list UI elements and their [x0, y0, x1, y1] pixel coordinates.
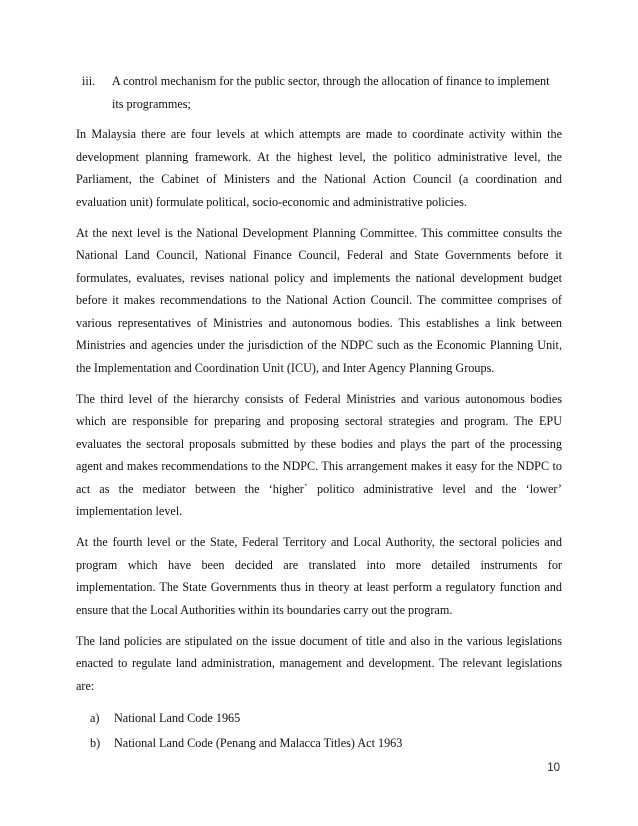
paragraph-third-level: The third level of the hierarchy consists of Federal Ministries and various autonomous bodies which are responsible for preparing and proposing sectoral strategies and program. The EPU evaluates the sectoral proposals submitted by these bodies and plays the part of the processing agent and makes recommendations to the NDPC. This arrangement makes it easy for the NDPC to act as the mediator between the ‘higher` politico administrative level and the ‘lower’ implementation level. — [76, 391, 562, 518]
list-item-iii — [76, 70, 562, 115]
list-item-text: A control mechanism for the public sector, through the allocation of finance to implement its programmes; — [112, 74, 550, 111]
list-item-text: National Land Code 1965 — [114, 710, 241, 725]
list-item-text: National Land Code (Penang and Malacca Titles) Act 1963 — [114, 735, 403, 750]
paragraph-second-level: At the next level is the National Development Planning Committee. This committee consults the National Land Council, National Finance Council, Federal and State Governments before it formulates, evaluates, revises national policy and implements the national development budget before it makes recommendations to the National Action Council. The committee comprises of various representatives of Ministries and autonomous bodies. This establishes a link between Ministries and agencies under the jurisdiction of the NDPC such as the Economic Planning Unit, the Implementation and Coordination Unit (ICU), and Inter Agency Planning Groups. — [76, 225, 562, 375]
paragraph-fourth-level: At the fourth level or the State, Federal Territory and Local Authority, the sectoral policies and program which have been decided are translated into more detailed instruments for implementation. The State Governments thus in theory at least perform a regulatory function and ensure that the Local Authorities within its boundaries carry out the program. — [76, 535, 562, 617]
legislation-list — [76, 706, 562, 756]
paragraph-levels-intro: In Malaysia there are four levels at which attempts are made to coordinate activity within the development planning framework. At the highest level, the politico administrative level, the Parliament, the Cabinet of Ministers and the National Action Council (a coordination and evaluation unit) formulate political, socio-economic and administrative policies. — [76, 127, 562, 209]
list-item-label: a) — [90, 710, 100, 725]
list-item-label: b) — [90, 735, 101, 750]
list-marker: iii. — [82, 74, 96, 88]
list-item — [76, 731, 562, 756]
page-number: 10 — [547, 762, 560, 774]
paragraph-land-policies: The land policies are stipulated on the issue document of title and also in the various legislations enacted to regulate land administration, management and development. The relevant legislations are: — [76, 633, 562, 693]
document-page — [76, 70, 562, 756]
list-item — [76, 706, 562, 731]
